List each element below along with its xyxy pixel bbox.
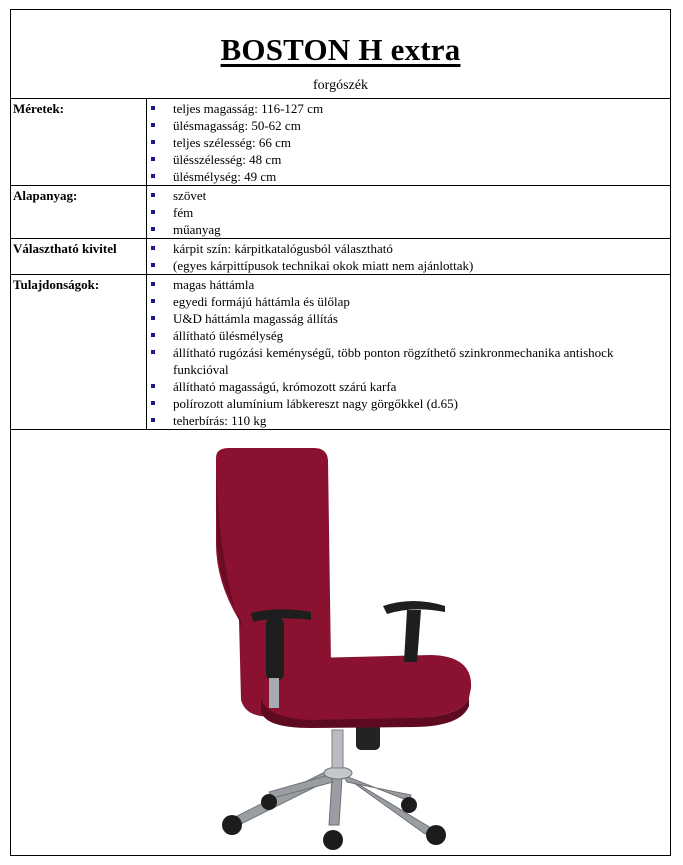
sheet-header: [11, 10, 670, 99]
product-photo: [11, 430, 670, 863]
spec-row: [11, 239, 670, 275]
spec-row: [11, 99, 670, 186]
spec-label: Alapanyag:: [11, 186, 147, 239]
spec-item: állítható rugózási keménységű, több ponton rögzíthető szinkronmechanika antishock funkcióval: [149, 344, 670, 378]
spec-values: [147, 99, 671, 186]
spec-item: fém: [149, 204, 670, 221]
spec-item: (egyes kárpittípusok technikai okok miatt nem ajánlottak): [149, 257, 670, 274]
spec-item-list: [149, 240, 670, 274]
spec-item: ülésszélesség: 48 cm: [149, 151, 670, 168]
spec-item: teljes szélesség: 66 cm: [149, 134, 670, 151]
product-sheet: [10, 9, 671, 856]
product-subtitle: forgószék: [313, 78, 368, 93]
spec-item: teherbírás: 110 kg: [149, 412, 670, 429]
spec-item: magas háttámla: [149, 276, 670, 293]
chair-seat: [259, 655, 471, 720]
spec-item-list: [149, 187, 670, 238]
spec-values: [147, 186, 671, 239]
spec-item: U&D háttámla magasság állítás: [149, 310, 670, 327]
spec-item: állítható magasságú, krómozott szárú karfa: [149, 378, 670, 395]
spec-item: szövet: [149, 187, 670, 204]
spec-item: állítható ülésmélység: [149, 327, 670, 344]
spec-item-list: [149, 100, 670, 185]
spec-label: Választható kivitel: [11, 239, 147, 275]
spec-table: [11, 99, 670, 430]
spec-label: Méretek:: [11, 99, 147, 186]
spec-row: [11, 275, 670, 430]
spec-item: teljes magasság: 116-127 cm: [149, 100, 670, 117]
spec-item: polírozott alumínium lábkereszt nagy görgőkkel (d.65): [149, 395, 670, 412]
spec-item: kárpit szín: kárpitkatalógusból választható: [149, 240, 670, 257]
spec-item: műanyag: [149, 221, 670, 238]
spec-row: [11, 186, 670, 239]
right-armrest: [383, 601, 445, 662]
spec-item: ülésmagasság: 50-62 cm: [149, 117, 670, 134]
office-chair-image: [11, 430, 672, 863]
spec-label: Tulajdonságok:: [11, 275, 147, 430]
gas-lift: [332, 730, 343, 768]
spec-item-list: [149, 276, 670, 429]
spec-item: egyedi formájú háttámla és ülőlap: [149, 293, 670, 310]
spec-values: [147, 239, 671, 275]
spec-item: ülésmélység: 49 cm: [149, 168, 670, 185]
spec-values: [147, 275, 671, 430]
product-title: BOSTON H extra: [220, 32, 461, 67]
